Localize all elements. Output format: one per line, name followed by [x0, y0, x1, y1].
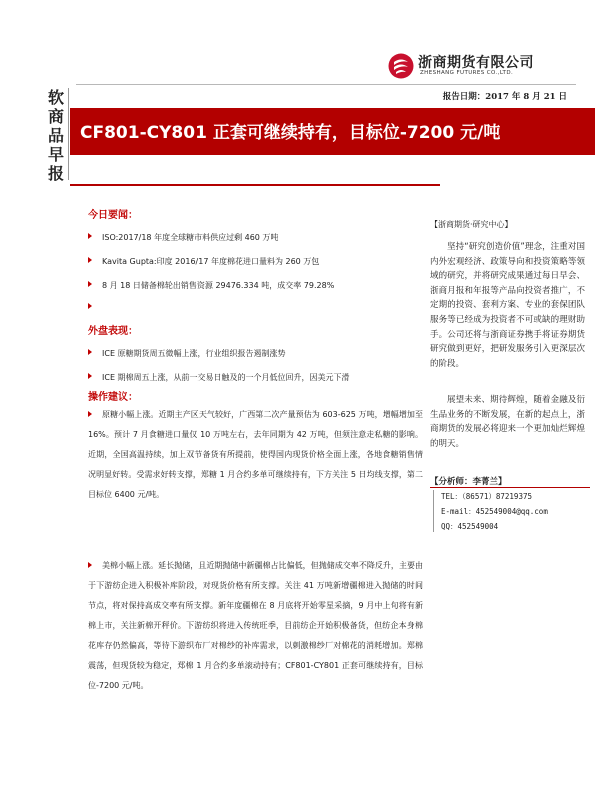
- advice-paragraph-sugar: 原糖小幅上涨。近期主产区天气较好，广西第二次产量预估为 603-625 万吨，增幅增加至 16%。预计 7 月食糖进口量仅 10 万吨左右，去年同期为 42 万吨，但须注意走私糖的影响。近期，全国高温持续，加上双节备货有所提前，使得国内现货价格全面上涨，各地食糖销售情况明显好转。受需求好转支撑，郑糖 1 月合约多单可继续持有，下方关注 5 日均线支撑，第二目标位 6400 元/吨。: [88, 410, 423, 499]
- company-name-en: ZHESHANG FUTURES CO.,LTD.: [420, 70, 514, 76]
- report-date: 报告日期：2017 年 8 月 21 日: [442, 92, 567, 102]
- bullet-triangle-icon: [88, 411, 92, 417]
- bullet-triangle-icon: [88, 303, 92, 309]
- news-item: ISO:2017/18 年度全球糖市料供应过剩 460 万吨: [88, 232, 278, 243]
- report-title: CF801-CY801 正套可继续持有，目标位-7200 元/吨: [80, 123, 501, 143]
- bullet-triangle-icon: [88, 349, 92, 355]
- bullet-triangle-icon: [88, 562, 92, 568]
- company-logo-icon: [388, 53, 414, 79]
- company-name-cn: 浙商期货有限公司: [418, 55, 534, 71]
- analyst-tel: TEL：（86571）87219375: [441, 492, 532, 501]
- side-char: 商: [47, 107, 64, 126]
- bullet-triangle-icon: [88, 373, 92, 379]
- side-char: 报: [47, 164, 64, 183]
- analyst-sidebar-line: [433, 490, 434, 532]
- overseas-item: ICE 原糖期货周五微幅上涨，行业组织报告遏制涨势: [88, 348, 286, 359]
- overseas-heading: 外盘表现：: [88, 326, 138, 337]
- header-divider: [76, 84, 576, 85]
- title-underline: [70, 184, 440, 186]
- side-divider: [68, 88, 69, 180]
- analyst-qq: QQ：452549004: [441, 522, 499, 531]
- bullet-triangle-icon: [88, 233, 92, 239]
- analyst-email[interactable]: E-mail：452549004@qq.com: [441, 507, 548, 516]
- overseas-item: ICE 期棉周五上涨，从前一交易日触及的一个月低位回升，因美元下滑: [88, 372, 350, 383]
- news-item: Kavita Gupta:印度 2016/17 年度棉花进口量料为 260 万包: [88, 256, 319, 267]
- research-center-label: 【浙商期货·研究中心】: [430, 220, 513, 229]
- news-item: [88, 303, 102, 312]
- research-center-outlook: 展望未来、期待辉煌，随着金融及衍生品业务的不断发展，在新的起点上，浙商期货的发展必将迎来一个更加灿烂辉煌的明天。: [430, 395, 585, 449]
- research-center-intro: 坚持“研究创造价值”理念，注重对国内外宏观经济、政策导向和投资策略等领域的研究，并将研究成果通过每日早会、浙商月报和年报等产品向投资者推广，不定期的投资、套利方案、专业的套保团队服务等已经成为投资者不可或缺的理财助手。公司还将与浙商证券携手将证券期货研究做到更好，把研发服务引入更深层次的阶段。: [430, 242, 585, 369]
- news-item: 8 月 18 日储备棉轮出销售资源 29476.334 吨，成交率 79.28%: [88, 280, 334, 291]
- analyst-heading: 【分析师：李菁兰】: [430, 477, 507, 487]
- bullet-triangle-icon: [88, 281, 92, 287]
- advice-paragraph-cotton: 美棉小幅上涨。延长抛储，且近期抛储中新疆棉占比偏低，但抛储成交率不降反升，主要由于下游纺企进入积极补库阶段，对现货价格有所支撑。关注 41 万吨新增疆棉进入抛储的时间节点，将对保持高成交率有所支撑。新年度疆棉在 8 月底将开始零星采摘，9 月中上旬将有新棉上市，关注新棉开秤价。下游纺织将进入传统旺季，目前纺企开始积极备货，但纺企本身棉花库存仍然偏高，等待下游织布厂对棉纱的补库需求，以刺激棉纱厂对棉花的消耗增加。郑棉震荡，但现货较为稳定，郑棉 1 月合约多单滚动持有；CF801-CY801 正套可继续持有，目标位-7200 元/吨。: [88, 561, 423, 690]
- side-category-label: [44, 88, 68, 183]
- news-heading: 今日要闻：: [88, 210, 138, 221]
- side-char: 早: [47, 145, 64, 164]
- bullet-triangle-icon: [88, 257, 92, 263]
- side-char: 软: [47, 88, 64, 107]
- side-char: 品: [47, 126, 64, 145]
- advice-heading: 操作建议：: [88, 392, 138, 403]
- analyst-divider: [430, 487, 590, 488]
